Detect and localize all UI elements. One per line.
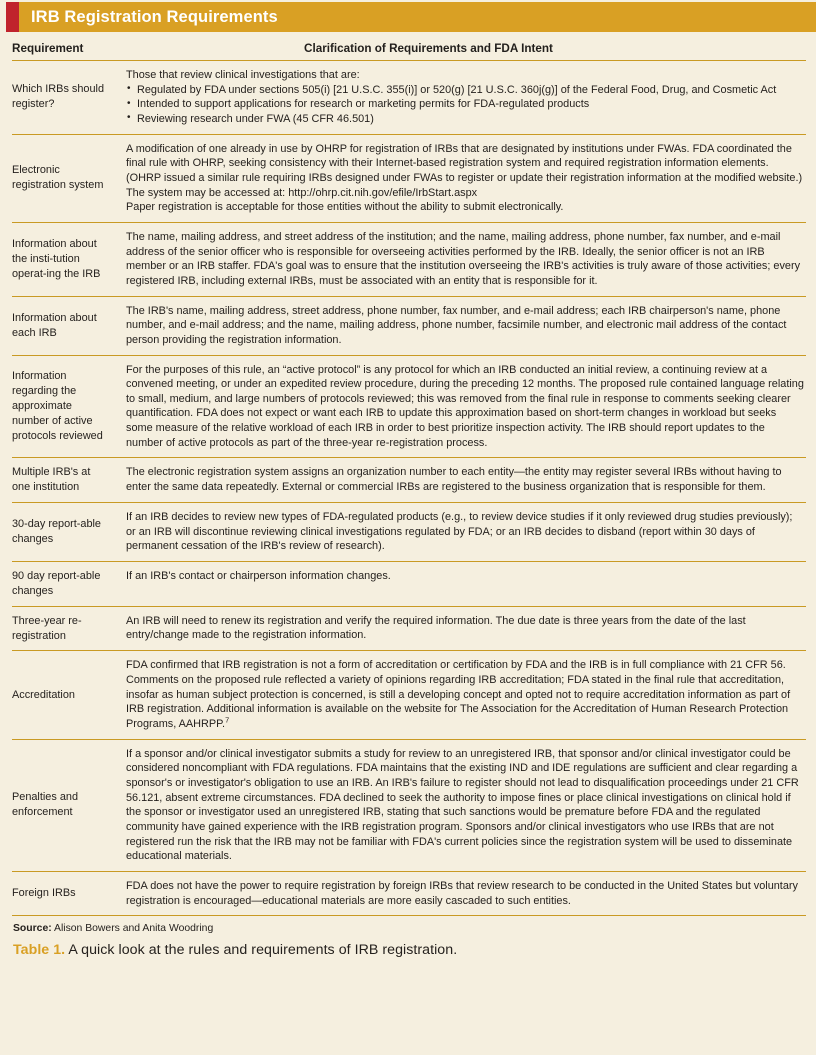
requirement-label: Multiple IRB's at one institution xyxy=(12,466,91,494)
table-row xyxy=(12,296,806,355)
source-text: Alison Bowers and Anita Woodring xyxy=(54,923,214,935)
document-page xyxy=(0,2,816,1055)
clarification-paragraph: If an IRB decides to review new types of FDA-regulated products (e.g., to review device studies if it only reviewed drug studies previously); or an IRB will discontinue reviewing clinical investigations regulated by FDA; or an IRB decides to disband (report within 30 days of permanent cessation of the IRB's review of research). xyxy=(126,511,793,553)
clarification-cell xyxy=(119,458,806,503)
clarification-paragraph: An IRB will need to renew its registration and verify the required information. The due date is three years from the date of the last entry/change made to the registration information. xyxy=(126,614,746,642)
clarification-paragraph: For the purposes of this rule, an “active protocol” is any protocol for which an IRB conducted an initial review, a continuing review at a convened meeting, or under an expedited review procedure, during the preceding 12 months. The proposed rule contained language relating to small, medium, and large numbers of protocols reviewed; this was removed from the final rule in response to comments seeking clearer quantification. FDA does not expect or want each IRB to update this approximation based on short-term changes in workload but seeks some measure of the relative workload of each IRB in order to best prioritize inspection activity. The IRB should report updates to the number of active protocols as part of the three-year re-registration process. xyxy=(126,363,804,449)
list-item: • Reviewing research under FWA (45 CFR 46.501) xyxy=(126,112,804,127)
clarification-bullet-list xyxy=(126,83,804,127)
requirement-label: 90 day report-able changes xyxy=(12,570,101,597)
requirement-label: Information regarding the approximate number of active protocols reviewed xyxy=(12,370,103,442)
clarification-cell xyxy=(119,562,806,607)
column-header-clarification-label: Clarification of Requirements and FDA Intent xyxy=(304,42,553,55)
title-bar-body xyxy=(19,2,816,32)
requirement-cell xyxy=(12,562,119,607)
clarification-paragraph: If an IRB's contact or chairperson information changes. xyxy=(126,570,391,583)
footnote-marker: 7 xyxy=(225,715,230,725)
clarification-cell xyxy=(119,606,806,651)
clarification-paragraph: Paper registration is acceptable for those entities without the ability to submit electronically. xyxy=(126,201,564,214)
table-row xyxy=(12,61,806,135)
column-header-requirement xyxy=(12,32,119,61)
clarification-paragraph: The system may be accessed at: http://ohrp.cit.nih.gov/efile/IrbStart.aspx xyxy=(126,186,478,199)
list-item: • Intended to support applications for research or marketing permits for FDA-regulated products xyxy=(126,97,804,112)
table-row xyxy=(12,606,806,651)
clarification-cell xyxy=(119,134,806,222)
clarification-cell xyxy=(119,61,806,135)
source-label: Source: xyxy=(13,923,52,935)
caption-text: A quick look at the rules and requirements of IRB registration. xyxy=(68,942,458,959)
requirement-cell xyxy=(12,651,119,739)
requirement-cell xyxy=(12,355,119,458)
clarification-paragraph: The electronic registration system assigns an organization number to each entity—the entity may register several IRBs without having to enter the same data repeatedly. External or commercial IRBs are registered to the business organization that is responsible for them. xyxy=(126,466,782,494)
requirement-label: Information about each IRB xyxy=(12,311,97,339)
requirement-cell xyxy=(12,61,119,135)
table-title-bar xyxy=(6,2,816,32)
clarification-cell xyxy=(119,651,806,739)
clarification-paragraph: FDA confirmed that IRB registration is not a form of accreditation or certification by FDA and the IRB is in full compliance with 21 CFR 56. Comments on the proposed rule reflected a variety of opinions regarding IRB accreditation; FDA stated in the final rule that accreditation, insofar as human subject protection is concerned, is still a developing concept and opted not to require accreditation information as part of IRB registration. Additional information is available on the website for The Association for the Accreditation of Human Research Protection Programs, AAHRPP.$^7$ xyxy=(126,659,791,730)
column-header-requirement-label: Requirement xyxy=(12,42,84,55)
requirement-cell xyxy=(12,606,119,651)
clarification-cell xyxy=(119,296,806,355)
table-row xyxy=(12,222,806,296)
requirement-label: Penalties and enforcement xyxy=(12,791,78,819)
table-row xyxy=(12,134,806,222)
clarification-cell xyxy=(119,871,806,915)
table-row xyxy=(12,871,806,915)
requirement-label: Information about the insti-tution operat-ing the IRB xyxy=(12,237,101,280)
column-header-clarification xyxy=(119,32,806,61)
requirement-cell xyxy=(12,458,119,503)
requirement-label: Which IRBs should register? xyxy=(12,83,105,111)
table-header xyxy=(12,32,806,61)
clarification-paragraph: A modification of one already in use by OHRP for registration of IRBs that are designated by institutions under FWAs. FDA coordinated the final rule with OHRP, seeking consistency with their Internet-based registration system and required registration information elements. (OHRP issued a similar rule requiring IRBs designed under FWAs to register or update their registration information at the modified website.) xyxy=(126,142,803,184)
title-accent-bar xyxy=(6,2,19,32)
requirement-cell xyxy=(12,296,119,355)
requirement-cell xyxy=(12,739,119,871)
requirement-label: Accreditation xyxy=(12,688,75,701)
clarification-paragraph: The IRB's name, mailing address, street address, phone number, fax number, and e-mail address; each IRB chairperson's name, phone number, and e-mail address; and the name, mailing address, phone number, facsimile number, and electronic mail address of the contact person providing the registration information. xyxy=(126,304,787,346)
requirement-label: Three-year re-registration xyxy=(12,614,82,642)
requirement-cell xyxy=(12,222,119,296)
clarification-cell xyxy=(119,222,806,296)
clarification-paragraph: The name, mailing address, and street address of the institution; and the name, mailing address, phone number, fax number, and e-mail address of the senior officer who is responsible for overseeing activities performed by the IRB. Ideally, the senior officer is not an IRB member or an IRB staffer. FDA's goal was to ensure that the institution overseeing the IRB's activities is truly aware of those activities; every registered IRB, including external IRBs, must be associated with an entity that is responsible for it. xyxy=(126,230,801,287)
table-container xyxy=(0,32,816,916)
table-header-row xyxy=(12,32,806,61)
clarification-paragraph: If a sponsor and/or clinical investigator submits a study for review to an unregistered IRB, that sponsor and/or clinical investigator could be considered noncompliant with FDA regulations. FDA maintains that the existing IND and IDE regulations are sufficient and clear regarding a sponsor's or investigator's obligation to use an IRB. An IRB's failure to register should not lead to disqualification proceedings under 21 CFR 56.121, absent extreme circumstances. FDA declined to seek the authority to impose fines or place clinical investigations on clinical hold if the sponsor or investigator used an unregistered IRB, stating that such sanctions would be premature before FDA and the regulated community have gained experience with the IRB registration program. Sponsors and/or clinical investigators who use IRBs that are not registered run the risk that the IRB may not be familiar with FDA's current policies since the registration system will be used to disseminate educational materials. xyxy=(126,747,799,863)
requirement-label: Electronic registration system xyxy=(12,164,104,192)
table-row xyxy=(12,503,806,562)
requirement-label: Foreign IRBs xyxy=(12,887,76,900)
table-row xyxy=(12,651,806,739)
clarification-cell xyxy=(119,355,806,458)
source-line xyxy=(0,916,816,934)
requirement-cell xyxy=(12,503,119,562)
requirement-cell xyxy=(12,871,119,915)
table-caption xyxy=(0,934,816,958)
table-title: IRB Registration Requirements xyxy=(31,7,278,26)
table-body xyxy=(12,61,806,916)
clarification-paragraph: FDA does not have the power to require registration by foreign IRBs that review research to be conducted in the United States but voluntary registration is encouraged—educational materials are more easily cascaded to such entities. xyxy=(126,879,798,907)
table-row xyxy=(12,739,806,871)
requirement-label: 30-day report-able changes xyxy=(12,518,101,546)
irb-requirements-table xyxy=(12,32,806,916)
caption-number: Table 1. xyxy=(13,942,66,959)
clarification-cell xyxy=(119,503,806,562)
clarification-intro: Those that review clinical investigations that are: xyxy=(126,69,360,81)
table-row xyxy=(12,355,806,458)
table-row xyxy=(12,458,806,503)
requirement-cell xyxy=(12,134,119,222)
clarification-cell xyxy=(119,739,806,871)
table-row xyxy=(12,562,806,607)
list-item: • Regulated by FDA under sections 505(i) [21 U.S.C. 355(i)] or 520(g) [21 U.S.C. 360j(g)] of the Federal Food, Drug, and Cosmetic Act xyxy=(126,83,804,98)
